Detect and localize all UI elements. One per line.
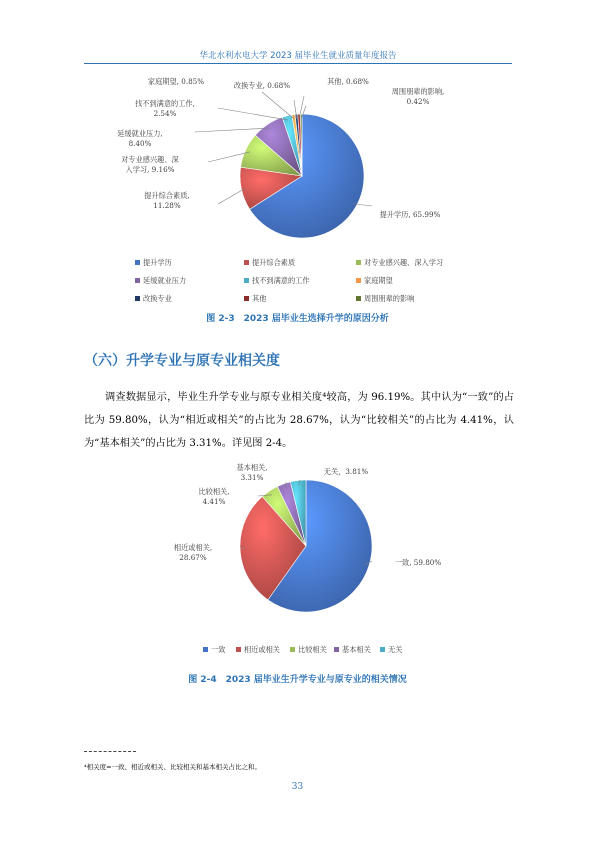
legend-label: 延缓就业压力: [143, 276, 187, 285]
data-label-7: 改换专业, 0.68%: [233, 81, 291, 90]
figure-caption-2-3: 图 2-3 2023 届毕业生选择升学的原因分析: [206, 314, 389, 324]
legend-item-7: [135, 294, 172, 303]
legend-swatch: [380, 647, 385, 652]
leader-line-5: [218, 108, 288, 120]
data-label-3: 对专业感兴趣、深入学习, 9.16%: [121, 155, 179, 174]
data-label-2: 相近或相关, 28.67%: [173, 543, 213, 562]
data-label-5: 无关，3.81%: [323, 467, 369, 476]
legend-item-5: [244, 276, 310, 285]
legend-label: 提升学历: [143, 258, 172, 267]
body-paragraph: 调查数据显示，毕业生升学专业与原专业相关度⁴较高，为 96.19%。其中认为“一致”的占比为 59.80%，认为“相近或相关”的占比为 28.67%，认为“比较相关”的占比为 4.41%，认为“基本相关”的占比为 3.31%。详见图 2-4。: [84, 392, 514, 449]
legend-swatch: [244, 260, 249, 265]
header-rule: [84, 63, 512, 64]
legend-item-4: [334, 645, 371, 654]
data-label-9: 周围朋辈的影响, 0.42%: [391, 87, 445, 106]
data-label-1: 提升学历, 65.99%: [379, 210, 441, 219]
legend-swatch: [135, 296, 140, 301]
legend-item-2: [236, 645, 280, 654]
data-label-4: 延缓就业压力, 8.40%: [117, 129, 163, 148]
legend-item-3: [290, 645, 327, 654]
legend-label: 无关: [388, 645, 403, 654]
legend-item-1: [203, 645, 225, 654]
legend-label: 对专业感兴趣、深入学习: [364, 258, 444, 267]
legend-swatch: [135, 278, 140, 283]
legend-label: 基本相关: [342, 645, 371, 654]
legend-swatch: [244, 278, 249, 283]
footnote: ⁴相关度=一致、相近或相关、比较相关和基本相关占比之和。: [84, 763, 262, 771]
leader-line-6: [262, 92, 294, 119]
footnote-rule: [84, 751, 136, 752]
data-label-3: 比较相关, 4.41%: [198, 487, 230, 506]
legend-label: 其他: [252, 294, 267, 303]
legend-label: 找不到满意的工作: [252, 276, 310, 285]
legend-swatch: [135, 260, 140, 265]
legend-label: 改换专业: [143, 294, 172, 303]
data-label-5: 找不到满意的工作, 2.54%: [135, 99, 195, 118]
data-label-1: 一致, 59.80%: [394, 558, 442, 567]
legend-swatch: [356, 296, 361, 301]
legend-swatch: [334, 647, 339, 652]
legend-label: 相近或相关: [244, 645, 280, 654]
legend-swatch: [203, 647, 208, 652]
legend-label: 提升综合素质: [252, 258, 296, 267]
legend-item-5: [380, 645, 402, 654]
legend-item-4: [135, 276, 186, 285]
legend-swatch: [236, 647, 241, 652]
legend-swatch: [356, 260, 361, 265]
legend-item-2: [244, 258, 295, 267]
legend-label: 一致: [211, 645, 226, 654]
section-title: （六）升学专业与原专业相关度: [84, 353, 280, 369]
legend-swatch: [356, 278, 361, 283]
pie-chart-relevance: [0, 462, 595, 662]
data-label-2: 提升综合素质, 11.28%: [144, 191, 190, 210]
legend-label: 比较相关: [298, 645, 327, 654]
page-number: 33: [291, 782, 304, 792]
legend-item-6: [356, 276, 393, 285]
legend-item-8: [244, 294, 266, 303]
legend-item-3: [356, 258, 443, 267]
data-label-6: 家庭期望, 0.85%: [147, 77, 205, 86]
legend-label: 周围朋辈的影响: [364, 294, 415, 303]
legend-swatch: [290, 647, 295, 652]
legend-swatch: [244, 296, 249, 301]
data-label-8: 其他, 0.68%: [327, 77, 369, 86]
data-label-4: 基本相关, 3.31%: [236, 463, 268, 482]
legend-label: 家庭期望: [364, 276, 393, 285]
figure-caption-2-4: 图 2-4 2023 届毕业生升学专业与原专业的相关情况: [188, 675, 407, 685]
legend-item-1: [135, 258, 172, 267]
pie-chart-reasons: [0, 66, 595, 306]
leader-line-2: [218, 188, 246, 204]
page-header: 华北水利水电大学 2023 届毕业生就业质量年度报告: [199, 51, 397, 61]
legend-item-9: [356, 294, 414, 303]
